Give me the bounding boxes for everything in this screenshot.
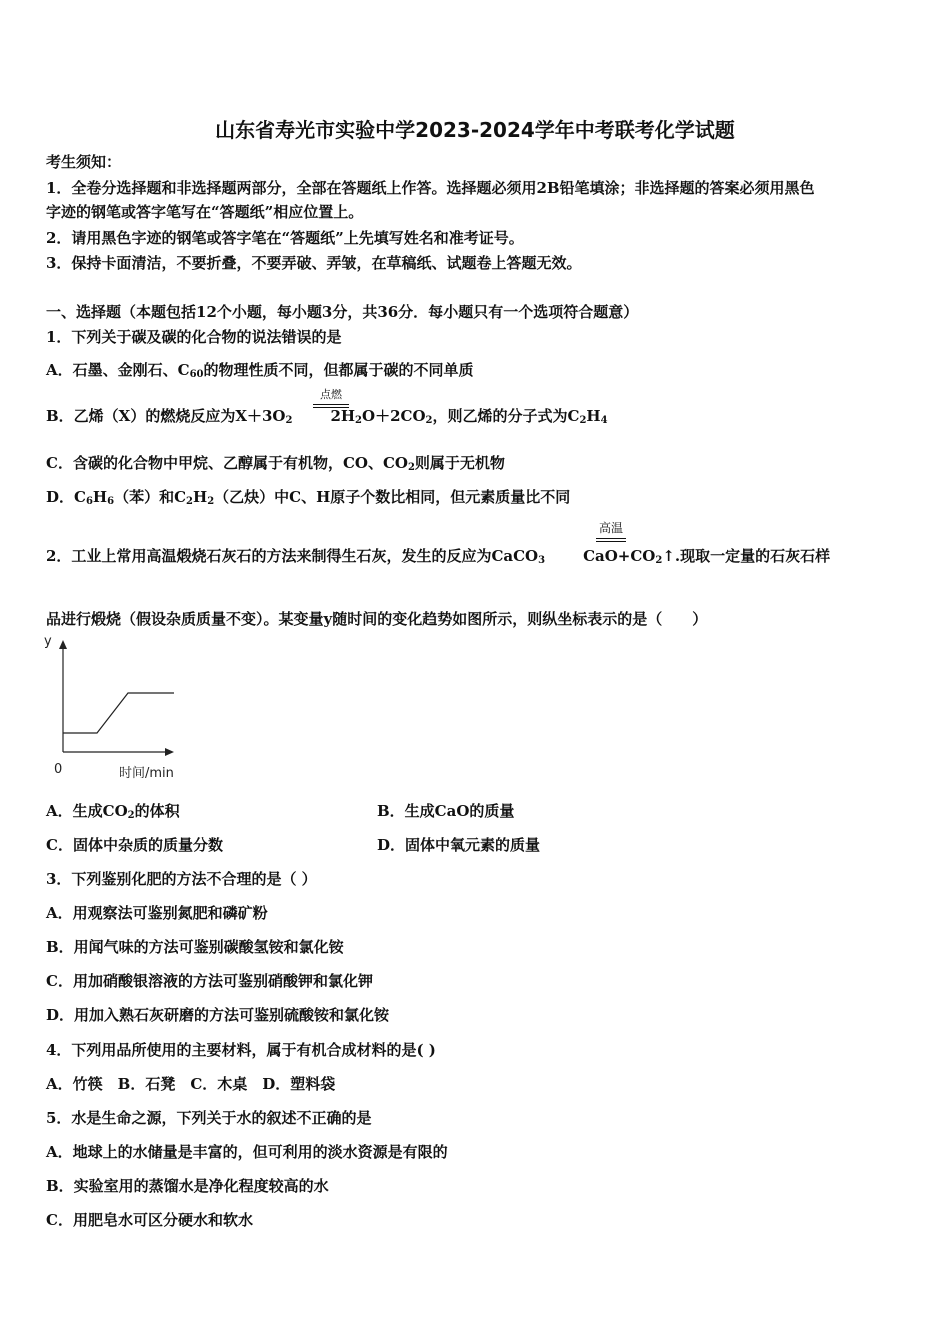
- q2-option-b: B．生成CaO的质量: [377, 802, 515, 820]
- q1-stem: 1．下列关于碳及碳的化合物的说法错误的是: [46, 328, 342, 346]
- q3-option-c: C．用加硝酸银溶液的方法可鉴别硝酸钾和氯化钾: [46, 972, 373, 990]
- graph-y-arrow: [59, 640, 67, 649]
- section-heading: 一、选择题（本题包括12个小题，每小题3分，共36分．每小题只有一个选项符合题意）: [46, 303, 639, 321]
- q5-option-c: C．用肥皂水可区分硬水和软水: [46, 1211, 253, 1229]
- q3-option-d: D．用加入熟石灰研磨的方法可鉴别硫酸铵和氯化铵: [46, 1006, 390, 1024]
- q2-reaction-bar-bottom: [596, 541, 626, 542]
- q3-option-b: B．用闻气味的方法可鉴别碳酸氢铵和氯化铵: [46, 938, 344, 956]
- notice-item-2: 2．请用黑色字迹的钢笔或答字笔在“答题纸”上先填写姓名和准考证号。: [46, 229, 524, 247]
- q5-stem: 5．水是生命之源，下列关于水的叙述不正确的是: [46, 1109, 372, 1127]
- graph-x-label: 时间/min: [119, 766, 174, 781]
- q2-option-d: D．固体中氧元素的质量: [377, 836, 541, 854]
- graph-x-arrow: [165, 748, 174, 756]
- q3-stem: 3．下列鉴别化肥的方法不合理的是（ ）: [46, 870, 317, 888]
- notice-item-1-line-2: 字迹的钢笔或答字笔写在“答题纸”相应位置上。: [46, 203, 364, 221]
- graph-y-label: y: [44, 634, 52, 649]
- notice-item-3: 3．保持卡面清洁，不要折叠，不要弄破、弄皱，在草稿纸、试题卷上答题无效。: [46, 254, 582, 272]
- q2-stem-line-2: 品进行煅烧（假设杂质质量不变）。某变量y随时间的变化趋势如图所示，则纵坐标表示的是（ ）: [46, 610, 708, 628]
- q4-options: A．竹筷 B．石凳 C．木桌 D．塑料袋: [46, 1075, 336, 1093]
- notice-heading: 考生须知：: [46, 153, 122, 171]
- notice-item-1-line-1: 1．全卷分选择题和非选择题两部分，全部在答题纸上作答。选择题必须用2B铅笔填涂；非选择题的答案必须用黑色: [46, 179, 815, 197]
- q2-reaction-condition: 高温: [598, 521, 623, 535]
- q2-stem-line-1: 2．工业上常用高温煅烧石灰石的方法来制得生石灰，发生的反应为CaCO$_3$ $CaO+CO_2↑$.现取一定量的石灰石样: [46, 547, 831, 566]
- q3-option-a: A．用观察法可鉴别氮肥和磷矿粉: [46, 904, 268, 922]
- q1-reaction-bar-top: [313, 404, 349, 405]
- q1-option-a: A．石墨、金刚石、$C_{60}$的物理性质不同，但都属于碳的不同单质: [46, 361, 474, 380]
- q5-option-b: B．实验室用的蒸馏水是净化程度较高的水: [46, 1177, 329, 1195]
- graph-origin-label: 0: [54, 762, 63, 777]
- page-title: 山东省寿光市实验中学2023-2024学年中考联考化学试题: [215, 118, 735, 142]
- q1-option-c: C．含碳的化合物中甲烷、乙醇属于有机物，CO、$CO_2$则属于无机物: [46, 454, 505, 473]
- q1-reaction-condition: 点燃: [320, 388, 342, 401]
- q4-stem: 4．下列用品所使用的主要材料，属于有机合成材料的是( ): [46, 1041, 436, 1059]
- q1-option-d: D．$C_6H_6$（苯）和$C_2H_2$（乙炔）中C、H原子个数比相同，但元素质量比不同: [46, 488, 571, 507]
- q2-graph: [40, 632, 190, 782]
- q1-reaction-bar-bottom: [313, 407, 349, 408]
- q5-option-a: A．地球上的水储量是丰富的，但可利用的淡水资源是有限的: [46, 1143, 448, 1161]
- q2-option-a: A．生成$CO_2$的体积: [46, 802, 180, 821]
- q2-option-c: C．固体中杂质的质量分数: [46, 836, 223, 854]
- q2-reaction-bar-top: [596, 538, 626, 539]
- graph-curve: [63, 693, 174, 733]
- q1-option-b: B．乙烯（X）的燃烧反应为$X+3O_2$ $2H_2O+2CO_2$，则乙烯的分子式为$C_2H_4$: [46, 407, 608, 426]
